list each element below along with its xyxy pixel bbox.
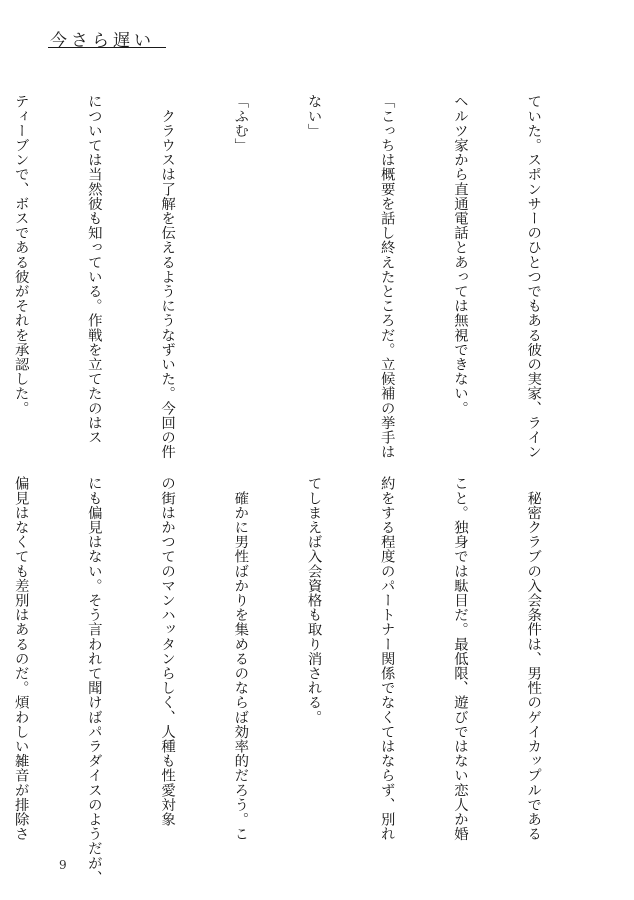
text-line: ていた。スポンサーのひとつでもある彼の実家、ライン	[525, 94, 542, 459]
text-line: については当然彼も知っている。作戦を立てたのはス	[85, 94, 102, 445]
text-line: 約をする程度のパートナー関係でなくてはならず、別れ	[378, 476, 395, 841]
text-line: 「こっちは概要を話し終えたところだ。立候補の挙手は	[378, 94, 395, 459]
text-block-lower	[0, 476, 594, 885]
text-line: てしまえば入会資格も取り消される。	[305, 476, 322, 725]
page-number: 9	[59, 858, 67, 872]
text-line: クラウスは了解を伝えるようにうなずいた。今回の件	[159, 94, 176, 459]
text-line: ない」	[305, 94, 322, 138]
text-line: にも偏見はない。そう言われて聞けばパラダイスのようだが、	[85, 476, 102, 885]
running-title: 今さら遅い	[50, 31, 155, 51]
text-line: こと。独身では駄目だ。最低限、遊びではない恋人か婚	[451, 476, 468, 841]
title-underline	[48, 47, 166, 48]
text-line: ティーブンで、ボスである彼がそれを承認した。	[12, 94, 29, 416]
text-block-upper	[0, 94, 594, 459]
text-line: の街はかつてのマンハッタンらしく、人種も性愛対象	[159, 476, 176, 827]
text-line: 確かに男性ばかりを集めるのならば効率的だろう。こ	[232, 476, 249, 841]
text-line: 秘密クラブの入会条件は、男性のゲイカップルである	[525, 476, 542, 841]
text-line: 「ふむ」	[232, 94, 249, 153]
text-line: ヘルツ家から直通電話とあっては無視できない。	[451, 94, 468, 416]
text-line: 偏見はなくても差別はあるのだ。煩わしい雑音が排除さ	[12, 476, 29, 841]
